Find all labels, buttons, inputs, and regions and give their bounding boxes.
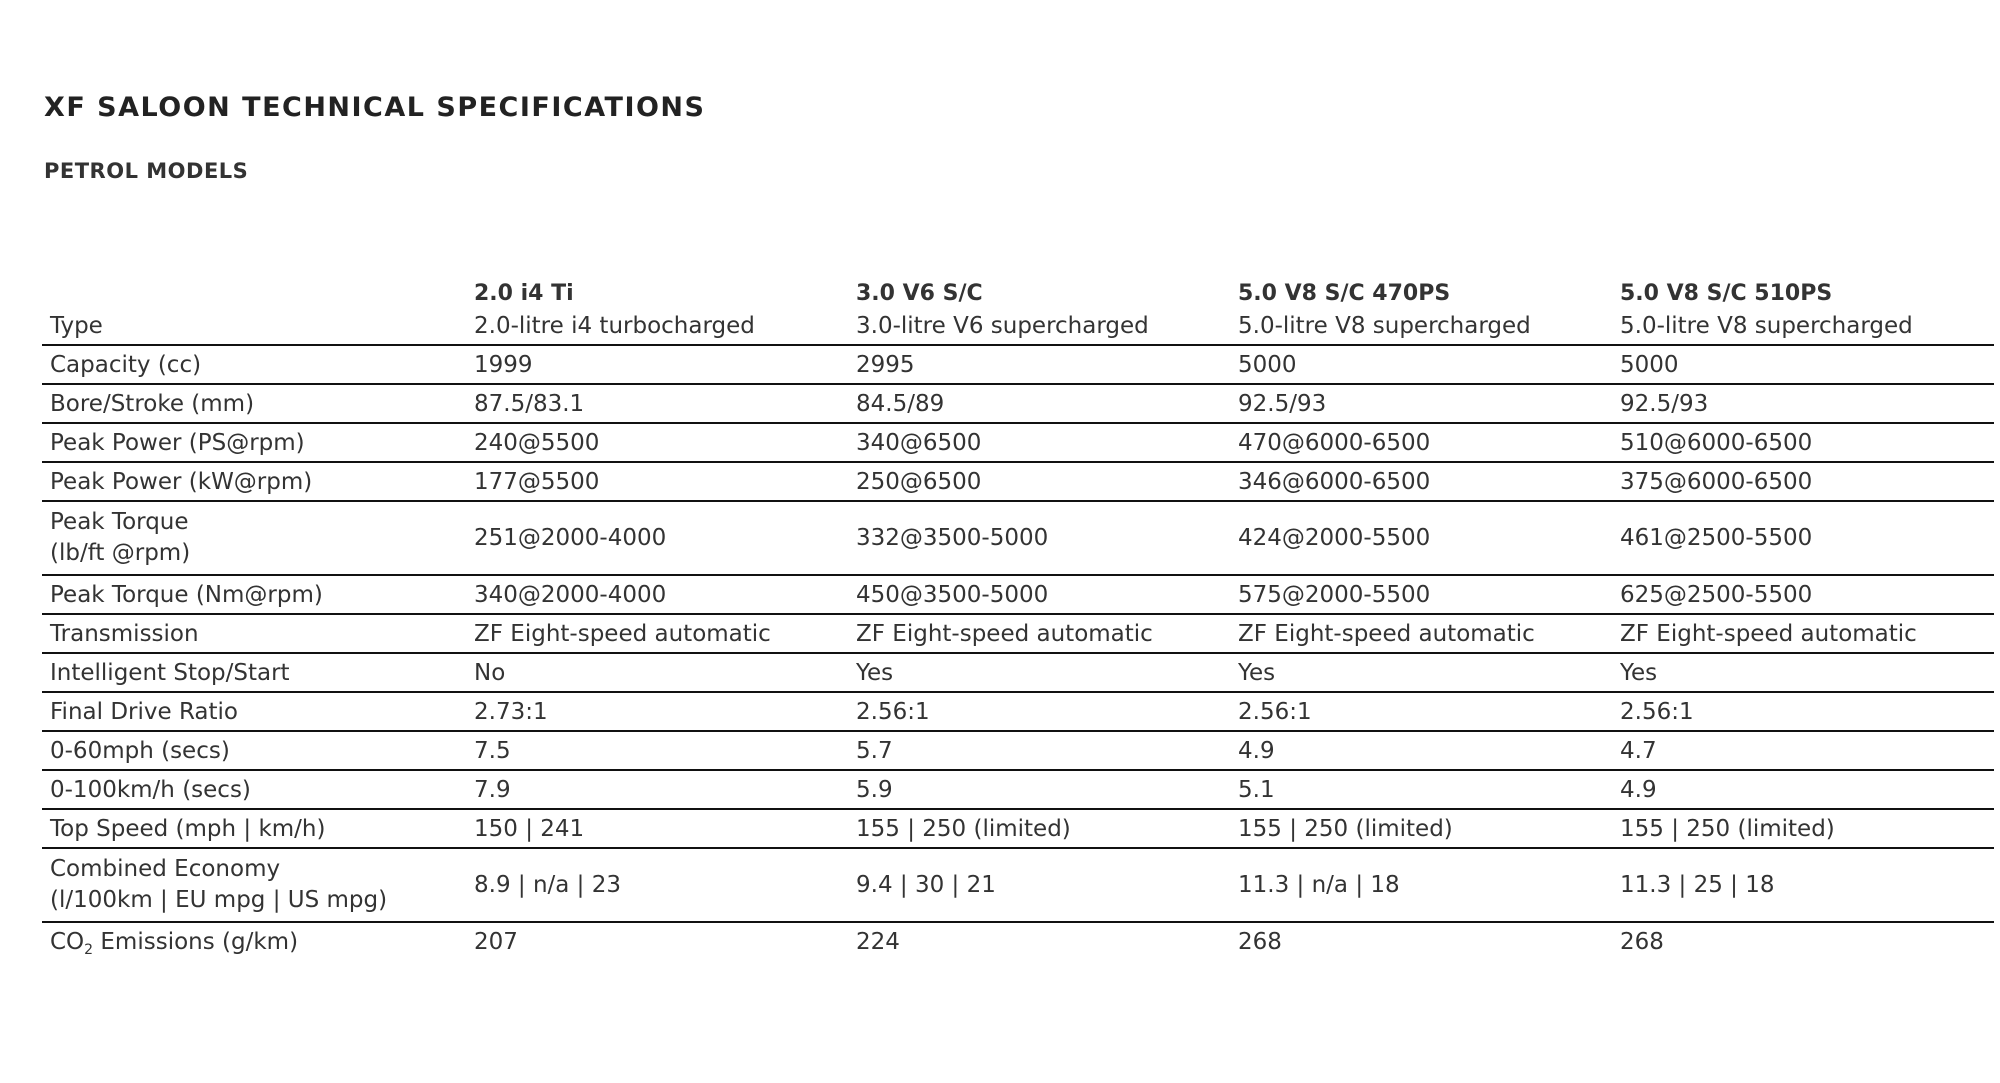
page-title: XF SALOON TECHNICAL SPECIFICATIONS: [44, 92, 706, 123]
table-cell: 5000: [1238, 351, 1297, 378]
table-cell: 87.5/83.1: [474, 390, 585, 417]
table-cell: 2995: [856, 351, 915, 378]
table-row-0-100kmh: [42, 770, 1994, 809]
table-cell: 155 | 250 (limited): [1238, 815, 1453, 842]
row-label: Transmission: [50, 620, 199, 647]
table-row-peak-power-kw: [42, 462, 1994, 501]
table-cell: 92.5/93: [1238, 390, 1327, 417]
row-label-line: (l/100km | EU mpg | US mpg): [50, 887, 388, 913]
table-cell: 11.3 | n/a | 18: [1238, 871, 1400, 898]
row-label: Intelligent Stop/Start: [50, 659, 290, 686]
table-cell: 240@5500: [474, 429, 600, 456]
table-cell: 625@2500-5500: [1620, 581, 1813, 608]
table-row-transmission: [42, 614, 1994, 653]
table-cell: 450@3500-5000: [856, 581, 1049, 608]
table-cell: ZF Eight-speed automatic: [474, 620, 771, 647]
table-cell: 268: [1238, 928, 1282, 955]
table-cell: 340@2000-4000: [474, 581, 667, 608]
row-label-suffix: Emissions (g/km): [93, 928, 299, 955]
table-row-final-drive-ratio: [42, 692, 1994, 731]
table-cell: 5000: [1620, 351, 1679, 378]
table-row-top-speed: [42, 809, 1994, 848]
header-empty-cell: [42, 272, 466, 308]
table-cell: 340@6500: [856, 429, 982, 456]
table-row-0-60mph: [42, 731, 1994, 770]
table-row-peak-torque-lbft: [42, 501, 1994, 575]
table-row-bore-stroke: [42, 384, 1994, 423]
table-cell: 5.0-litre V8 supercharged: [1620, 313, 1913, 339]
table-cell: 155 | 250 (limited): [856, 815, 1071, 842]
table-cell: 510@6000-6500: [1620, 429, 1813, 456]
column-header-2-0-i4-ti: 2.0 i4 Ti: [474, 281, 574, 306]
table-row-stop-start: [42, 653, 1994, 692]
table-cell: 250@6500: [856, 468, 982, 495]
row-label-prefix: CO: [50, 928, 85, 955]
row-label: Peak Torque (Nm@rpm): [50, 581, 323, 608]
table-row-type: [42, 308, 1994, 345]
row-label: Top Speed (mph | km/h): [50, 815, 326, 842]
table-cell: 150 | 241: [474, 815, 585, 842]
table-cell: 4.9: [1620, 776, 1657, 803]
column-header-5-0-v8-sc-470ps: 5.0 V8 S/C 470PS: [1238, 281, 1451, 306]
column-header-5-0-v8-sc-510ps: 5.0 V8 S/C 510PS: [1620, 281, 1833, 306]
row-label: Bore/Stroke (mm): [50, 390, 255, 417]
table-cell: 92.5/93: [1620, 390, 1709, 417]
table-cell: ZF Eight-speed automatic: [1620, 620, 1917, 647]
table-cell: 155 | 250 (limited): [1620, 815, 1835, 842]
table-cell: 1999: [474, 351, 533, 378]
table-cell: 470@6000-6500: [1238, 429, 1431, 456]
table-cell: Yes: [1238, 659, 1276, 686]
table-cell: 424@2000-5500: [1238, 524, 1431, 551]
table-row-co2-emissions: [42, 922, 1994, 960]
table-cell: ZF Eight-speed automatic: [856, 620, 1153, 647]
table-row-peak-power-ps: [42, 423, 1994, 462]
row-label: Final Drive Ratio: [50, 698, 238, 725]
row-label: 0-60mph (secs): [50, 737, 230, 764]
section-title: PETROL MODELS: [44, 159, 249, 183]
table-cell: 7.9: [474, 776, 511, 803]
table-cell: 375@6000-6500: [1620, 468, 1813, 495]
table-cell: 346@6000-6500: [1238, 468, 1431, 495]
table-cell: 177@5500: [474, 468, 600, 495]
table-header-row: [42, 272, 1994, 308]
column-header-3-0-v6-sc: 3.0 V6 S/C: [856, 281, 983, 306]
table-cell: 2.56:1: [1620, 698, 1694, 725]
table-cell: 268: [1620, 928, 1664, 955]
table-cell: ZF Eight-speed automatic: [1238, 620, 1535, 647]
table-cell: 8.9 | n/a | 23: [474, 871, 622, 898]
table-cell: 461@2500-5500: [1620, 524, 1813, 551]
table-cell: 3.0-litre V6 supercharged: [856, 313, 1149, 339]
table-cell: 5.7: [856, 737, 893, 764]
row-label-subscript: 2: [84, 941, 94, 958]
table-cell: Yes: [1620, 659, 1658, 686]
row-label: [42, 922, 466, 960]
table-cell: 251@2000-4000: [474, 524, 667, 551]
table-cell: 4.7: [1620, 737, 1657, 764]
row-label: Capacity (cc): [50, 351, 202, 378]
table-row-capacity: [42, 345, 1994, 384]
table-cell: 7.5: [474, 737, 511, 764]
table-cell: 224: [856, 928, 900, 955]
row-label: Type: [50, 313, 103, 339]
table-cell: Yes: [856, 659, 894, 686]
table-row-peak-torque-nm: [42, 575, 1994, 614]
table-cell: 575@2000-5500: [1238, 581, 1431, 608]
table-cell: 2.56:1: [1238, 698, 1312, 725]
table-cell: 2.73:1: [474, 698, 548, 725]
row-label: 0-100km/h (secs): [50, 776, 251, 803]
row-label: Peak Power (PS@rpm): [50, 429, 305, 456]
table-cell: 207: [474, 928, 518, 955]
row-label-line: Combined Economy: [50, 856, 281, 882]
row-label-line: Peak Torque: [50, 509, 189, 535]
row-label: [42, 848, 466, 922]
spec-table: [42, 272, 1994, 960]
table-cell: 332@3500-5000: [856, 524, 1049, 551]
table-cell: 9.4 | 30 | 21: [856, 871, 996, 898]
table-cell: No: [474, 659, 506, 686]
table-cell: 5.9: [856, 776, 893, 803]
table-cell: 5.0-litre V8 supercharged: [1238, 313, 1531, 339]
table-cell: 2.56:1: [856, 698, 930, 725]
table-cell: 5.1: [1238, 776, 1275, 803]
table-cell: 4.9: [1238, 737, 1275, 764]
row-label: [42, 501, 466, 575]
table-row-combined-economy: [42, 848, 1994, 922]
row-label-line: (lb/ft @rpm): [50, 540, 191, 566]
table-cell: 84.5/89: [856, 390, 945, 417]
table-cell: 2.0-litre i4 turbocharged: [474, 313, 755, 339]
table-cell: 11.3 | 25 | 18: [1620, 871, 1775, 898]
row-label: Peak Power (kW@rpm): [50, 468, 313, 495]
